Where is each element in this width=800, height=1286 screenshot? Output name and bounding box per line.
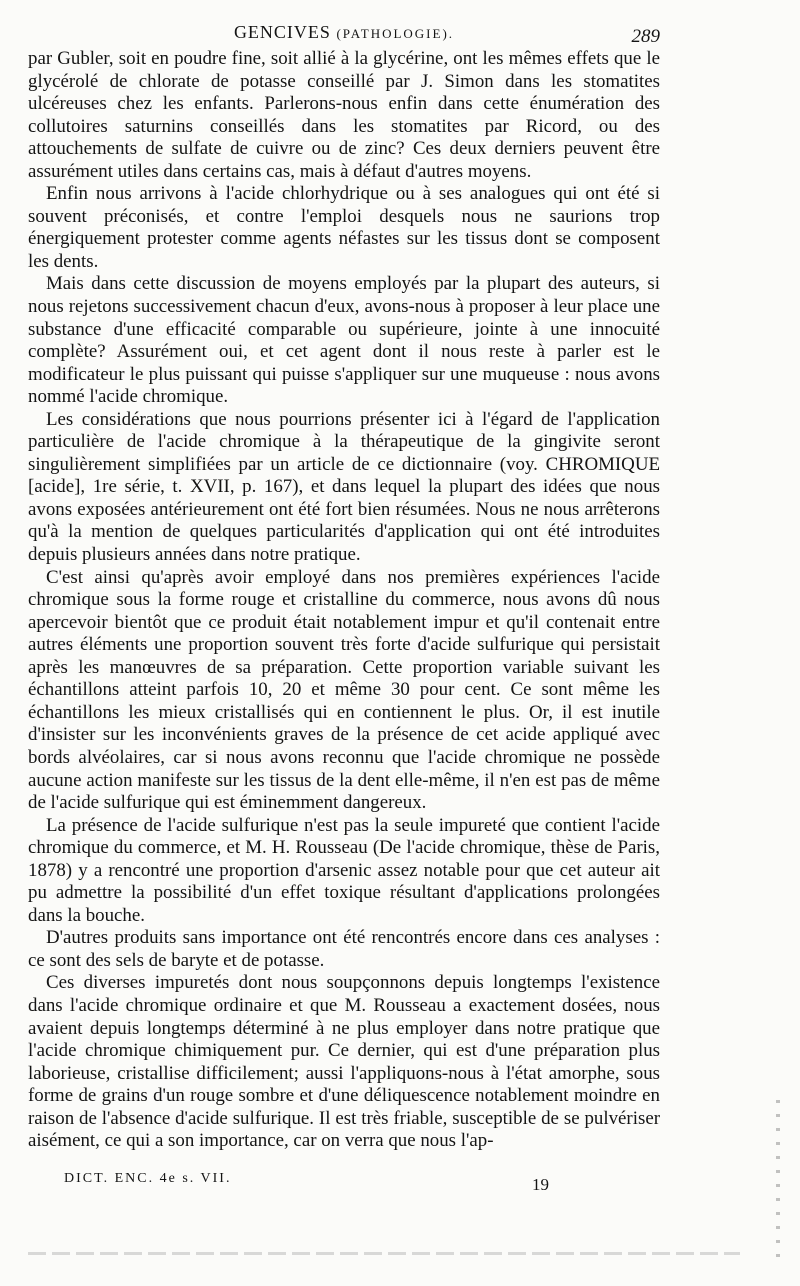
paragraph-3: Mais dans cette discussion de moyens employés par la plupart des auteurs, si nous rejetons successivement chacun d'eux, avons-nous à proposer à leur place une substance d'une efficacité comparable ou supérieure, jointe à une innocuité complète? Assurément oui, et cet agent dont il nous reste à parler est le modificateur le plus puissant qui puisse s'appliquer sur une muqueuse : nous avons nommé l'acide chromique. bbox=[28, 273, 660, 408]
scan-bottom-noise bbox=[28, 1252, 740, 1255]
paragraph-5: C'est ainsi qu'après avoir employé dans nos premières expériences l'acide chromique sous la forme rouge et cristalline du commerce, nous avons dû nous apercevoir bientôt que ce produit était notablement impur et qu'il contenait entre autres éléments une proportion souvent très forte d'acide sulfurique qui persistait après les manœuvres de sa préparation. Cette proportion variable suivant les échantillons atteint parfois 10, 20 et même 30 pour cent. Ce sont même les échantillons les mieux cristallisés qui en contiennent le plus. Or, il est inutile d'insister sur les inconvénients graves de la présence de cet acide appliqué avec bords alvéolaires, car si nous avons reconnu que l'acide chromique ne possède aucune action manifeste sur les tissus de la dent elle-même, il n'en est pas de même de l'acide sulfurique qui est éminemment dangereux. bbox=[28, 566, 660, 814]
header-subtitle: (PATHOLOGIE). bbox=[336, 26, 455, 41]
paragraph-6: La présence de l'acide sulfurique n'est pas la seule impureté que contient l'acide chromique du commerce, et M. H. Rousseau (De l'acide chromique, thèse de Paris, 1878) y a rencontré une proportion d'arsenic assez notable pour que cet auteur ait pu admettre la possibilité d'un effet toxique résultant d'applications prolongées dans la bouche. bbox=[28, 814, 660, 926]
page-number: 289 bbox=[631, 26, 660, 47]
page bbox=[28, 0, 660, 1152]
scan-edge-marks bbox=[776, 1100, 780, 1260]
paragraph-4: Les considérations que nous pourrions présenter ici à l'égard de l'application particulière de l'acide chromique à la thérapeutique de la gingivite seront singulièrement simplifiées par un article de ce dictionnaire (voy. CHROMIQUE [acide], 1re série, t. XVII, p. 167), et dans lequel la plupart des idées que nous avons exposées antérieurement ont été fort bien résumées. Nous ne nous arrêterons qu'à la mention de quelques particularités d'application qui ont été introduites depuis plusieurs années dans notre pratique. bbox=[28, 408, 660, 566]
running-header bbox=[28, 0, 660, 47]
header-title: GENCIVES bbox=[233, 22, 331, 42]
paragraph-8: Ces diverses impuretés dont nous soupçonnons depuis longtemps l'existence dans l'acide chromique ordinaire et que M. Rousseau a exactement dosées, nous avaient depuis longtemps déterminé à ne plus employer dans notre pratique que l'acide chromique chimiquement pur. Ce dernier, qui est d'une préparation plus laborieuse, cristallise difficilement; aussi l'appliquons-nous à l'état amorphe, sous forme de grains d'un rouge sombre et d'une déliquescence notablement moindre en raison de l'absence d'acide sulfurique. Il est très friable, susceptible de se pulvériser aisément, ce qui a son importance, car on verra que nous l'ap- bbox=[28, 972, 660, 1152]
body-text bbox=[28, 48, 660, 1153]
paragraph-1: par Gubler, soit en poudre fine, soit allié à la glycérine, ont les mêmes effets que le glycérolé de chlorate de potasse conseillé par J. Simon dans les stomatites ulcéreuses chez les enfants. Parlerons-nous enfin dans cette énumération des collutoires saturnins conseillés dans les stomatites par Ricord, ou des attouchements de sulfate de cuivre ou de zinc? Ces deux derniers peuvent être assurément utiles dans certains cas, mais à défaut d'autres moyens. bbox=[28, 48, 660, 182]
paragraph-2: Enfin nous arrivons à l'acide chlorhydrique ou à ses analogues qui ont été si souvent préconisés, et contre l'emploi desquels nous ne saurions trop énergiquement protester comme agents néfastes sur les tissus dont se composent les dents. bbox=[28, 183, 660, 272]
paragraph-7: D'autres produits sans importance ont été rencontrés encore dans ces analyses : ce sont des sels de baryte et de potasse. bbox=[28, 927, 660, 971]
footer-folio: 19 bbox=[532, 1175, 549, 1194]
footer-signature: DICT. ENC. 4e s. VII. bbox=[64, 1171, 232, 1186]
running-title bbox=[28, 22, 660, 43]
